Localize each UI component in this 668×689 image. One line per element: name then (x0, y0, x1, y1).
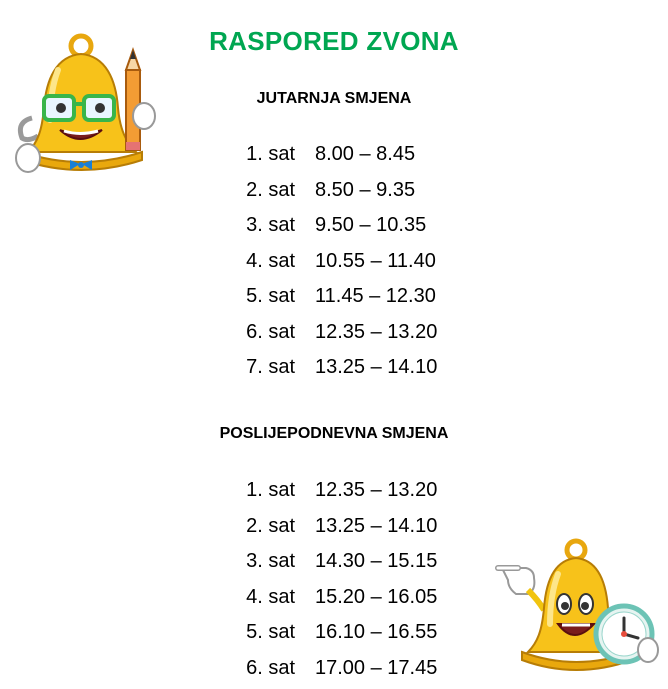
schedule-row (0, 244, 668, 280)
period-time: 14.30 – 15.15 (315, 550, 438, 573)
period-time: 13.25 – 14.10 (315, 356, 438, 379)
period-label: 5. sat (246, 621, 295, 644)
period-label: 5. sat (246, 285, 295, 308)
period-time: 15.20 – 16.05 (315, 585, 438, 608)
period-label: 1. sat (246, 479, 295, 502)
period-time: 11.45 – 12.30 (315, 285, 436, 308)
period-label: 4. sat (246, 585, 295, 608)
period-label: 3. sat (246, 214, 295, 237)
afternoon-shift-heading: POSLIJEPODNEVNA SMJENA (219, 425, 449, 442)
period-time: 13.25 – 14.10 (315, 514, 438, 537)
period-label: 2. sat (246, 178, 295, 201)
period-label: 6. sat (246, 656, 295, 679)
period-time: 9.50 – 10.35 (315, 214, 427, 237)
period-time: 8.00 – 8.45 (315, 143, 416, 166)
period-time: 10.55 – 11.40 (315, 249, 436, 272)
period-time: 16.10 – 16.55 (315, 621, 438, 644)
period-label: 6. sat (246, 320, 295, 343)
period-label: 7. sat (246, 356, 295, 379)
bell-with-glasses-and-pencil-icon (8, 30, 160, 180)
schedule-row (0, 315, 668, 351)
period-label: 2. sat (246, 514, 295, 537)
schedule-row (0, 473, 668, 509)
period-time: 8.50 – 9.35 (315, 178, 416, 201)
period-label: 4. sat (246, 249, 295, 272)
schedule-row (0, 208, 668, 244)
schedule-row (0, 279, 668, 315)
morning-shift-heading: JUTARNJA SMJENA (256, 90, 412, 107)
period-time: 12.35 – 13.20 (315, 320, 438, 343)
period-label: 3. sat (246, 550, 295, 573)
period-time: 17.00 – 17.45 (315, 656, 438, 679)
bell-with-clock-icon (494, 538, 664, 678)
period-label: 1. sat (246, 143, 295, 166)
period-time: 12.35 – 13.20 (315, 479, 438, 502)
page-title: RASPORED ZVONA (209, 26, 459, 56)
schedule-row (0, 350, 668, 386)
